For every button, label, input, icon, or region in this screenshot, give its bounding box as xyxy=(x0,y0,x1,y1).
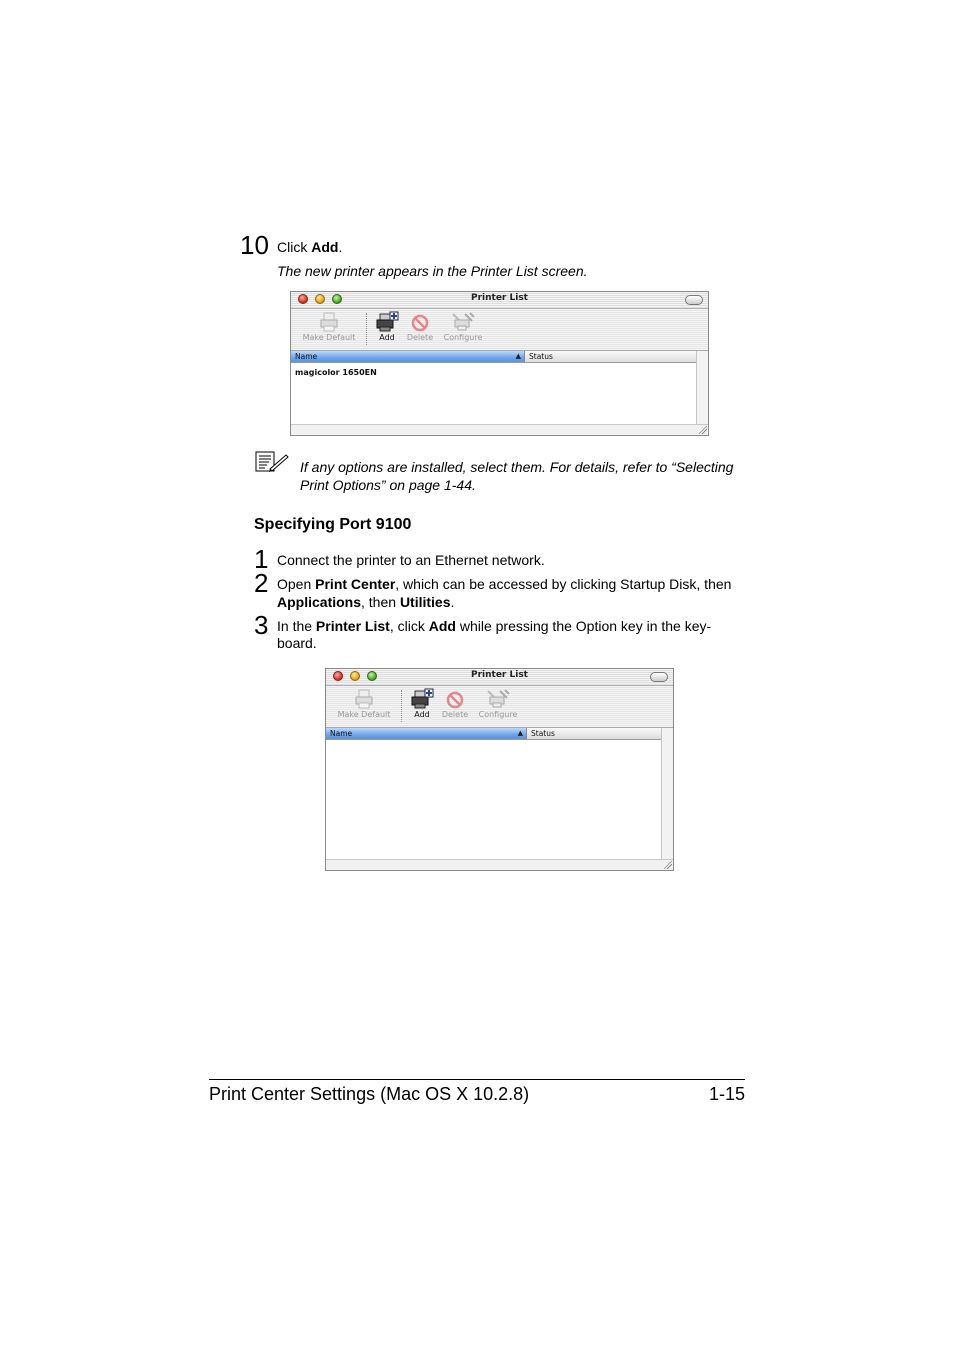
resize-grip-icon[interactable] xyxy=(664,861,672,869)
step-text xyxy=(277,617,711,635)
delete-icon xyxy=(409,311,431,333)
note-text: If any options are installed, select them. For details, refer to “Selecting Print Options” on page 1-44. xyxy=(300,459,734,493)
status-column-label: Status xyxy=(531,729,555,738)
step-text-part: . xyxy=(338,239,343,255)
status-column-header[interactable] xyxy=(525,351,696,362)
add-printer-icon xyxy=(410,688,434,710)
step-number: 3 xyxy=(254,610,269,640)
footer-rule xyxy=(209,1079,745,1080)
step-text xyxy=(277,238,342,256)
section-heading: Specifying Port 9100 xyxy=(254,516,412,533)
step-text-bold: Print Center xyxy=(315,576,396,592)
step-text-bold: Utilities xyxy=(399,594,451,610)
add-printer-icon xyxy=(375,311,399,333)
delete-button[interactable] xyxy=(440,688,470,719)
step-text-part: Click xyxy=(277,239,312,255)
column-header xyxy=(291,351,696,363)
window-bottom-bar xyxy=(291,424,708,435)
make-default-label: Make Default xyxy=(337,710,391,719)
make-default-label: Make Default xyxy=(302,333,356,342)
add-button[interactable] xyxy=(409,688,435,719)
step-number: 10 xyxy=(240,230,269,260)
status-column-header[interactable] xyxy=(527,728,661,739)
add-label: Add xyxy=(414,710,430,719)
delete-button[interactable] xyxy=(405,311,435,342)
sort-ascending-icon: ▲ xyxy=(517,729,523,737)
configure-button[interactable] xyxy=(441,311,485,342)
step-text-bold: Add xyxy=(311,239,339,255)
configure-button[interactable] xyxy=(476,688,520,719)
add-label: Add xyxy=(379,333,395,342)
configure-icon xyxy=(485,688,511,710)
name-column-header[interactable] xyxy=(291,351,525,362)
step-text-part: , click xyxy=(389,618,429,634)
vertical-scrollbar[interactable] xyxy=(661,728,673,860)
name-column-label: Name xyxy=(330,729,353,738)
toolbar xyxy=(291,309,708,351)
step-text: Connect the printer to an Ethernet network. xyxy=(277,552,545,568)
step-text-part: while pressing the Option key in the key- xyxy=(455,618,712,634)
step-text xyxy=(277,593,454,611)
toolbar-separator xyxy=(401,690,402,722)
printer-icon xyxy=(353,688,375,710)
note-icon xyxy=(255,451,289,473)
delete-label: Delete xyxy=(441,710,469,719)
step-text-part: Open xyxy=(277,576,316,592)
column-header xyxy=(326,728,661,740)
step-text-part: , which can be accessed by clicking Startup Disk, then xyxy=(395,576,732,592)
step-text xyxy=(277,575,731,593)
title-bar xyxy=(326,669,673,686)
window-title: Printer List xyxy=(471,670,528,680)
step-text-bold: Printer List xyxy=(315,618,390,634)
step-text-part: . xyxy=(450,594,455,610)
window-title: Printer List xyxy=(471,293,528,303)
delete-icon xyxy=(444,688,466,710)
step-text-part: , then xyxy=(361,594,400,610)
title-bar xyxy=(291,292,708,309)
step-text-part: In the xyxy=(277,618,316,634)
toolbar-toggle-icon[interactable] xyxy=(685,295,703,305)
name-column-label: Name xyxy=(295,352,318,361)
step-number: 2 xyxy=(254,568,269,598)
sort-ascending-icon: ▲ xyxy=(515,352,521,360)
configure-label: Configure xyxy=(443,333,483,342)
printer-list-window xyxy=(325,668,674,871)
configure-label: Configure xyxy=(478,710,518,719)
delete-label: Delete xyxy=(406,333,434,342)
toolbar-separator xyxy=(366,313,367,345)
window-bottom-bar xyxy=(326,859,673,870)
step-text-bold: Add xyxy=(428,618,456,634)
printer-row[interactable]: magicolor 1650EN xyxy=(295,368,377,377)
status-column-label: Status xyxy=(529,352,553,361)
make-default-button[interactable] xyxy=(299,311,359,342)
name-column-header[interactable] xyxy=(326,728,527,739)
vertical-scrollbar[interactable] xyxy=(696,351,708,425)
configure-icon xyxy=(450,311,476,333)
printer-icon xyxy=(318,311,340,333)
printer-list-window xyxy=(290,291,709,436)
step-number: 1 xyxy=(254,544,269,574)
add-button[interactable] xyxy=(374,311,400,342)
step-text: board. xyxy=(277,635,317,651)
toolbar-toggle-icon[interactable] xyxy=(650,672,668,682)
resize-grip-icon[interactable] xyxy=(699,426,707,434)
make-default-button[interactable] xyxy=(334,688,394,719)
step-result: The new printer appears in the Printer List screen. xyxy=(277,263,588,279)
footer-title: Print Center Settings (Mac OS X 10.2.8) xyxy=(209,1084,530,1104)
step-text-bold: Applications xyxy=(277,594,362,610)
toolbar xyxy=(326,686,673,728)
page-number: 1-15 xyxy=(708,1084,745,1104)
